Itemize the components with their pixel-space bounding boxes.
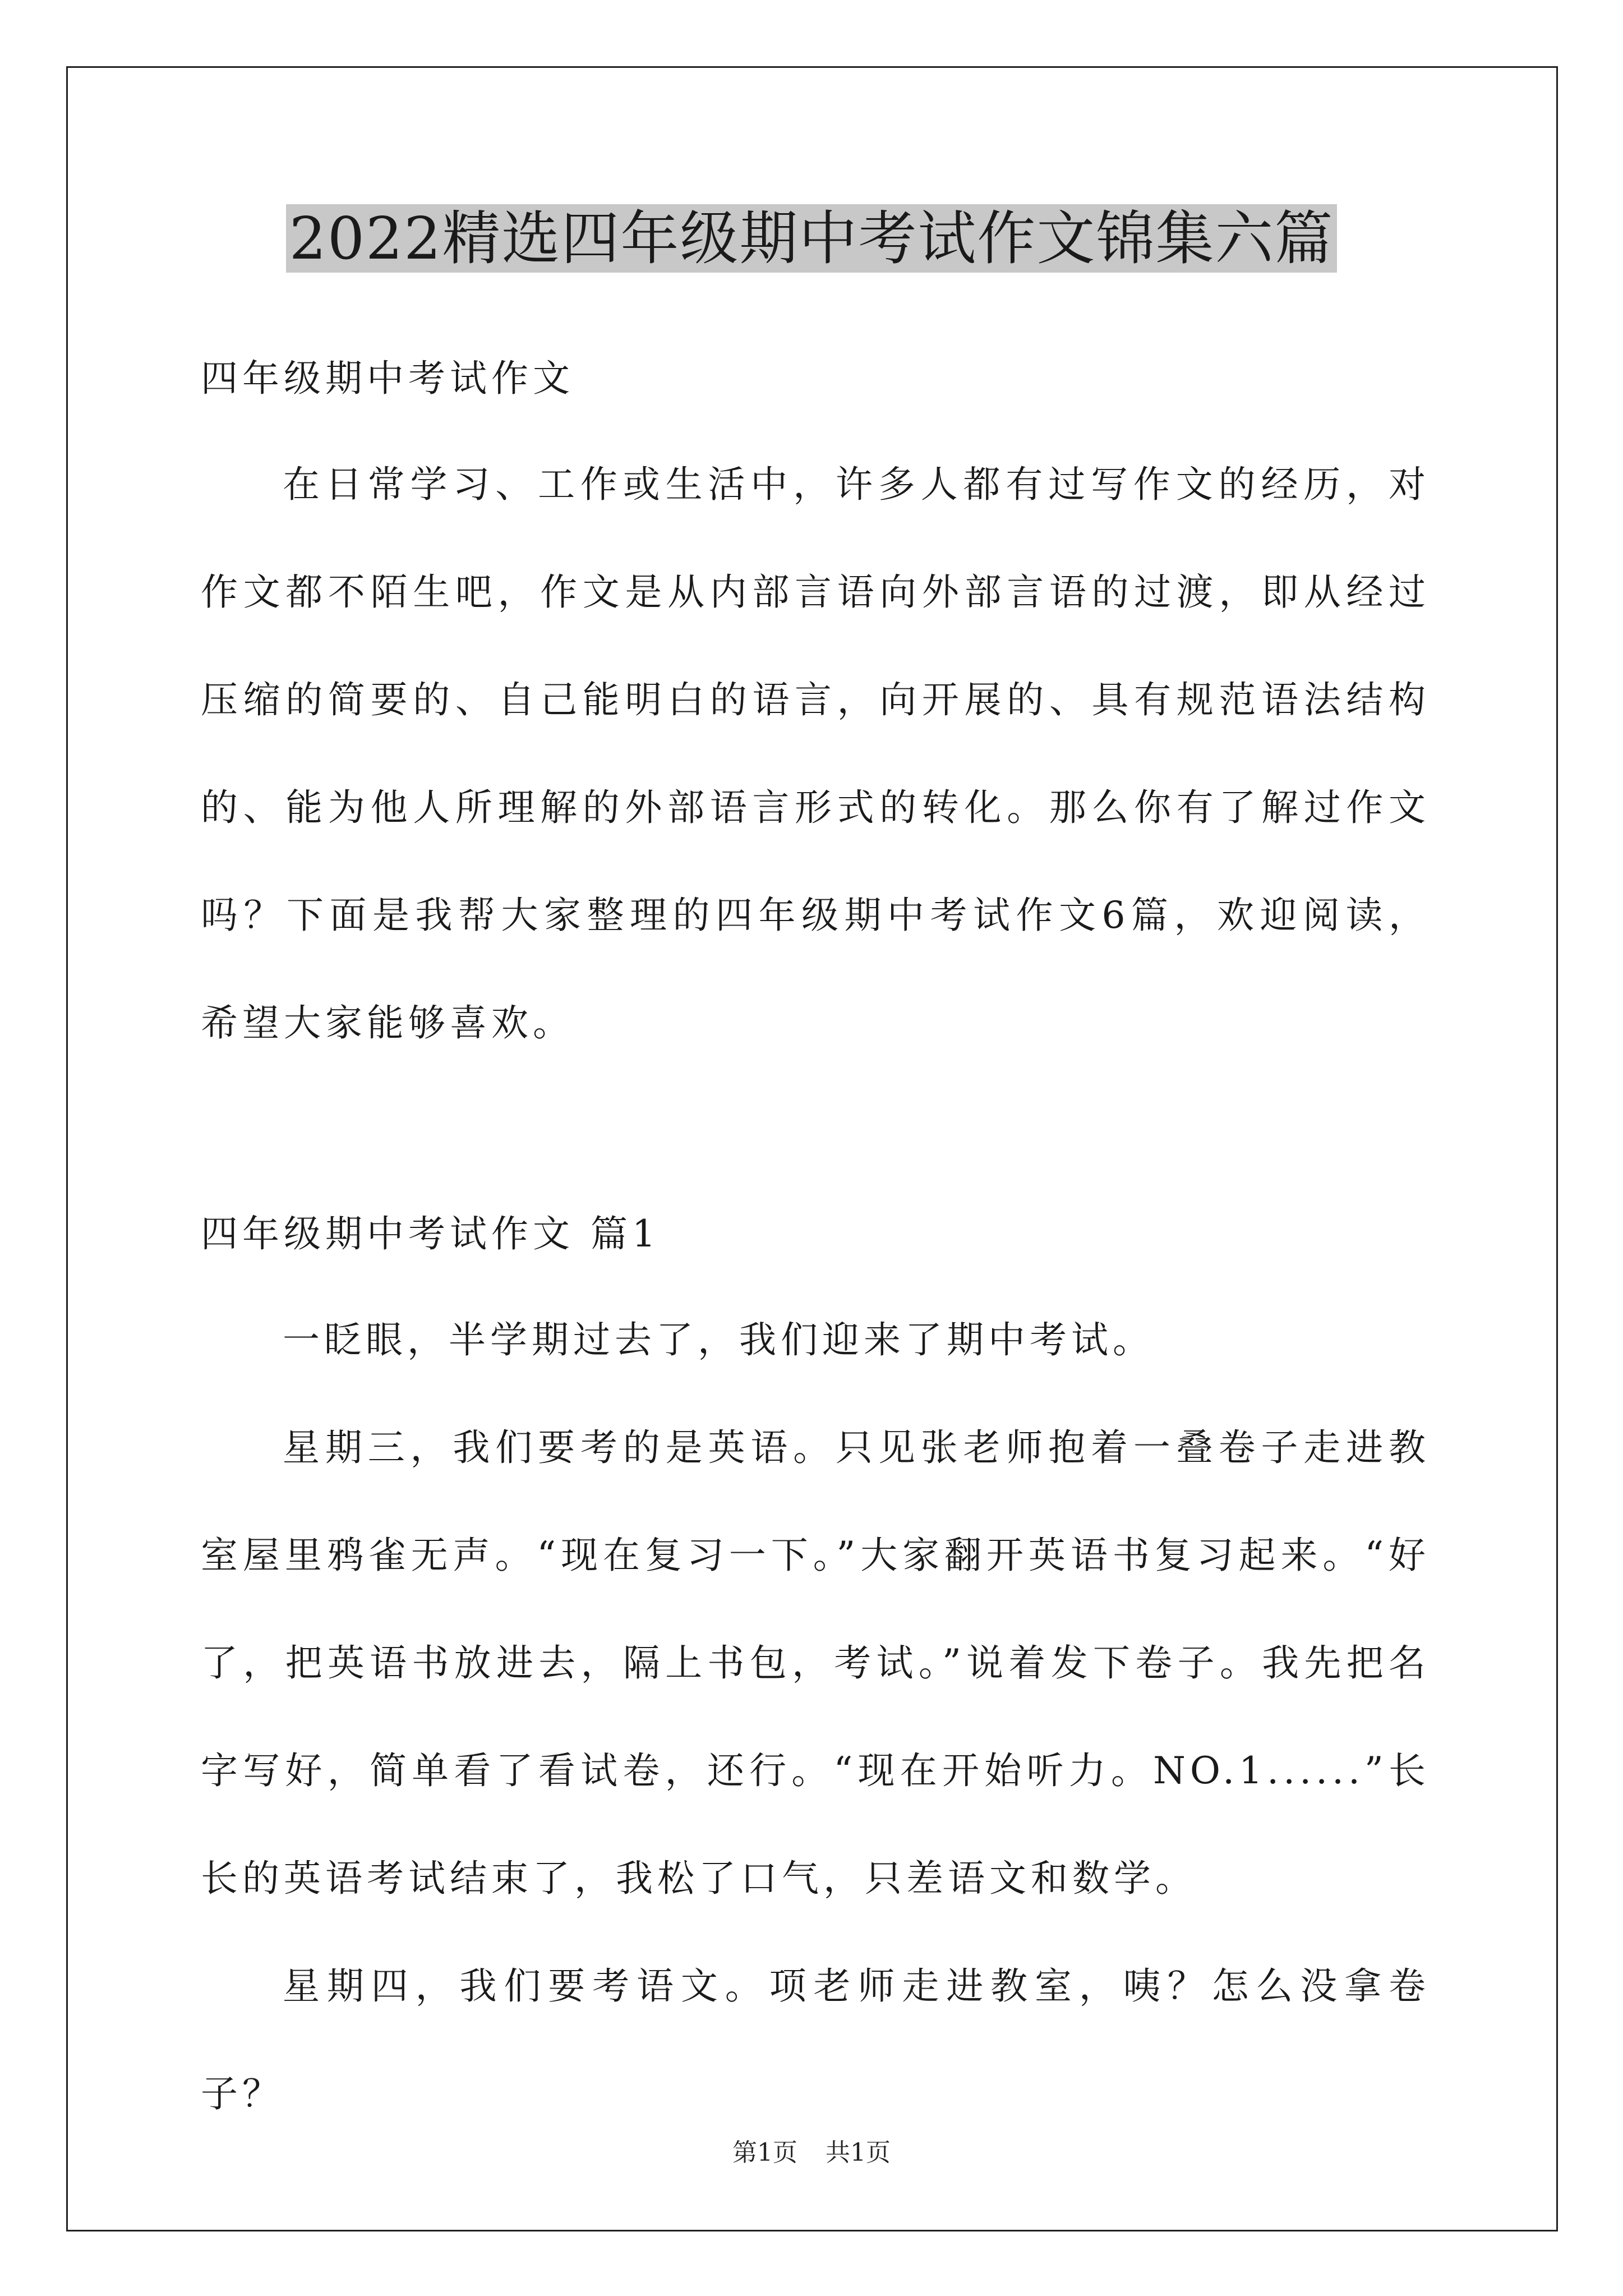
section-1-paragraph: 星期四，我们要考语文。项老师走进教室，咦？怎么没拿卷子？ [201,1964,1430,2115]
section-1 [201,1207,1430,1261]
page-footer [0,2136,1623,2170]
intro-heading: 四年级期中考试作文 [201,357,574,400]
document-title [0,199,1623,278]
section-1-paragraph: 星期三，我们要考的是英语。只见张老师抱着一叠卷子走进教室屋里鸦雀无声。“现在复习一下。”大家翻开英语书复习起来。“好了，把英语书放进去，隔上书包，考试。”说着发下卷子。我先把名字写好，简单看了看试卷，还行。“现在开始听力。NO.1......”长长的英语考试结束了，我松了口气，只差语文和数学。 [201,1426,1430,1900]
section-1-paragraph: 一眨眼，半学期过去了，我们迎来了期中考试。 [283,1318,1154,1361]
document-title-text: 2022精选四年级期中考试作文锦集六篇 [286,204,1338,273]
page-number-total: 共1页 [826,2138,891,2167]
section-1-body [201,1286,1430,2148]
intro-body [201,431,1430,1077]
intro-paragraph: 在日常学习、工作或生活中，许多人都有过写作文的经历，对作文都不陌生吧，作文是从内部言语向外部言语的过渡，即从经过压缩的简要的、自己能明白的语言，向开展的、具有规范语法结构的、能为他人所理解的外部语言形式的转化。那么你有了解过作文吗？下面是我帮大家整理的四年级期中考试作文6篇，欢迎阅读，希望大家能够喜欢。 [201,463,1430,1045]
section-1-heading: 四年级期中考试作文 篇1 [201,1212,660,1255]
page-number-current: 第1页 [732,2138,797,2167]
intro-section [201,352,1430,406]
